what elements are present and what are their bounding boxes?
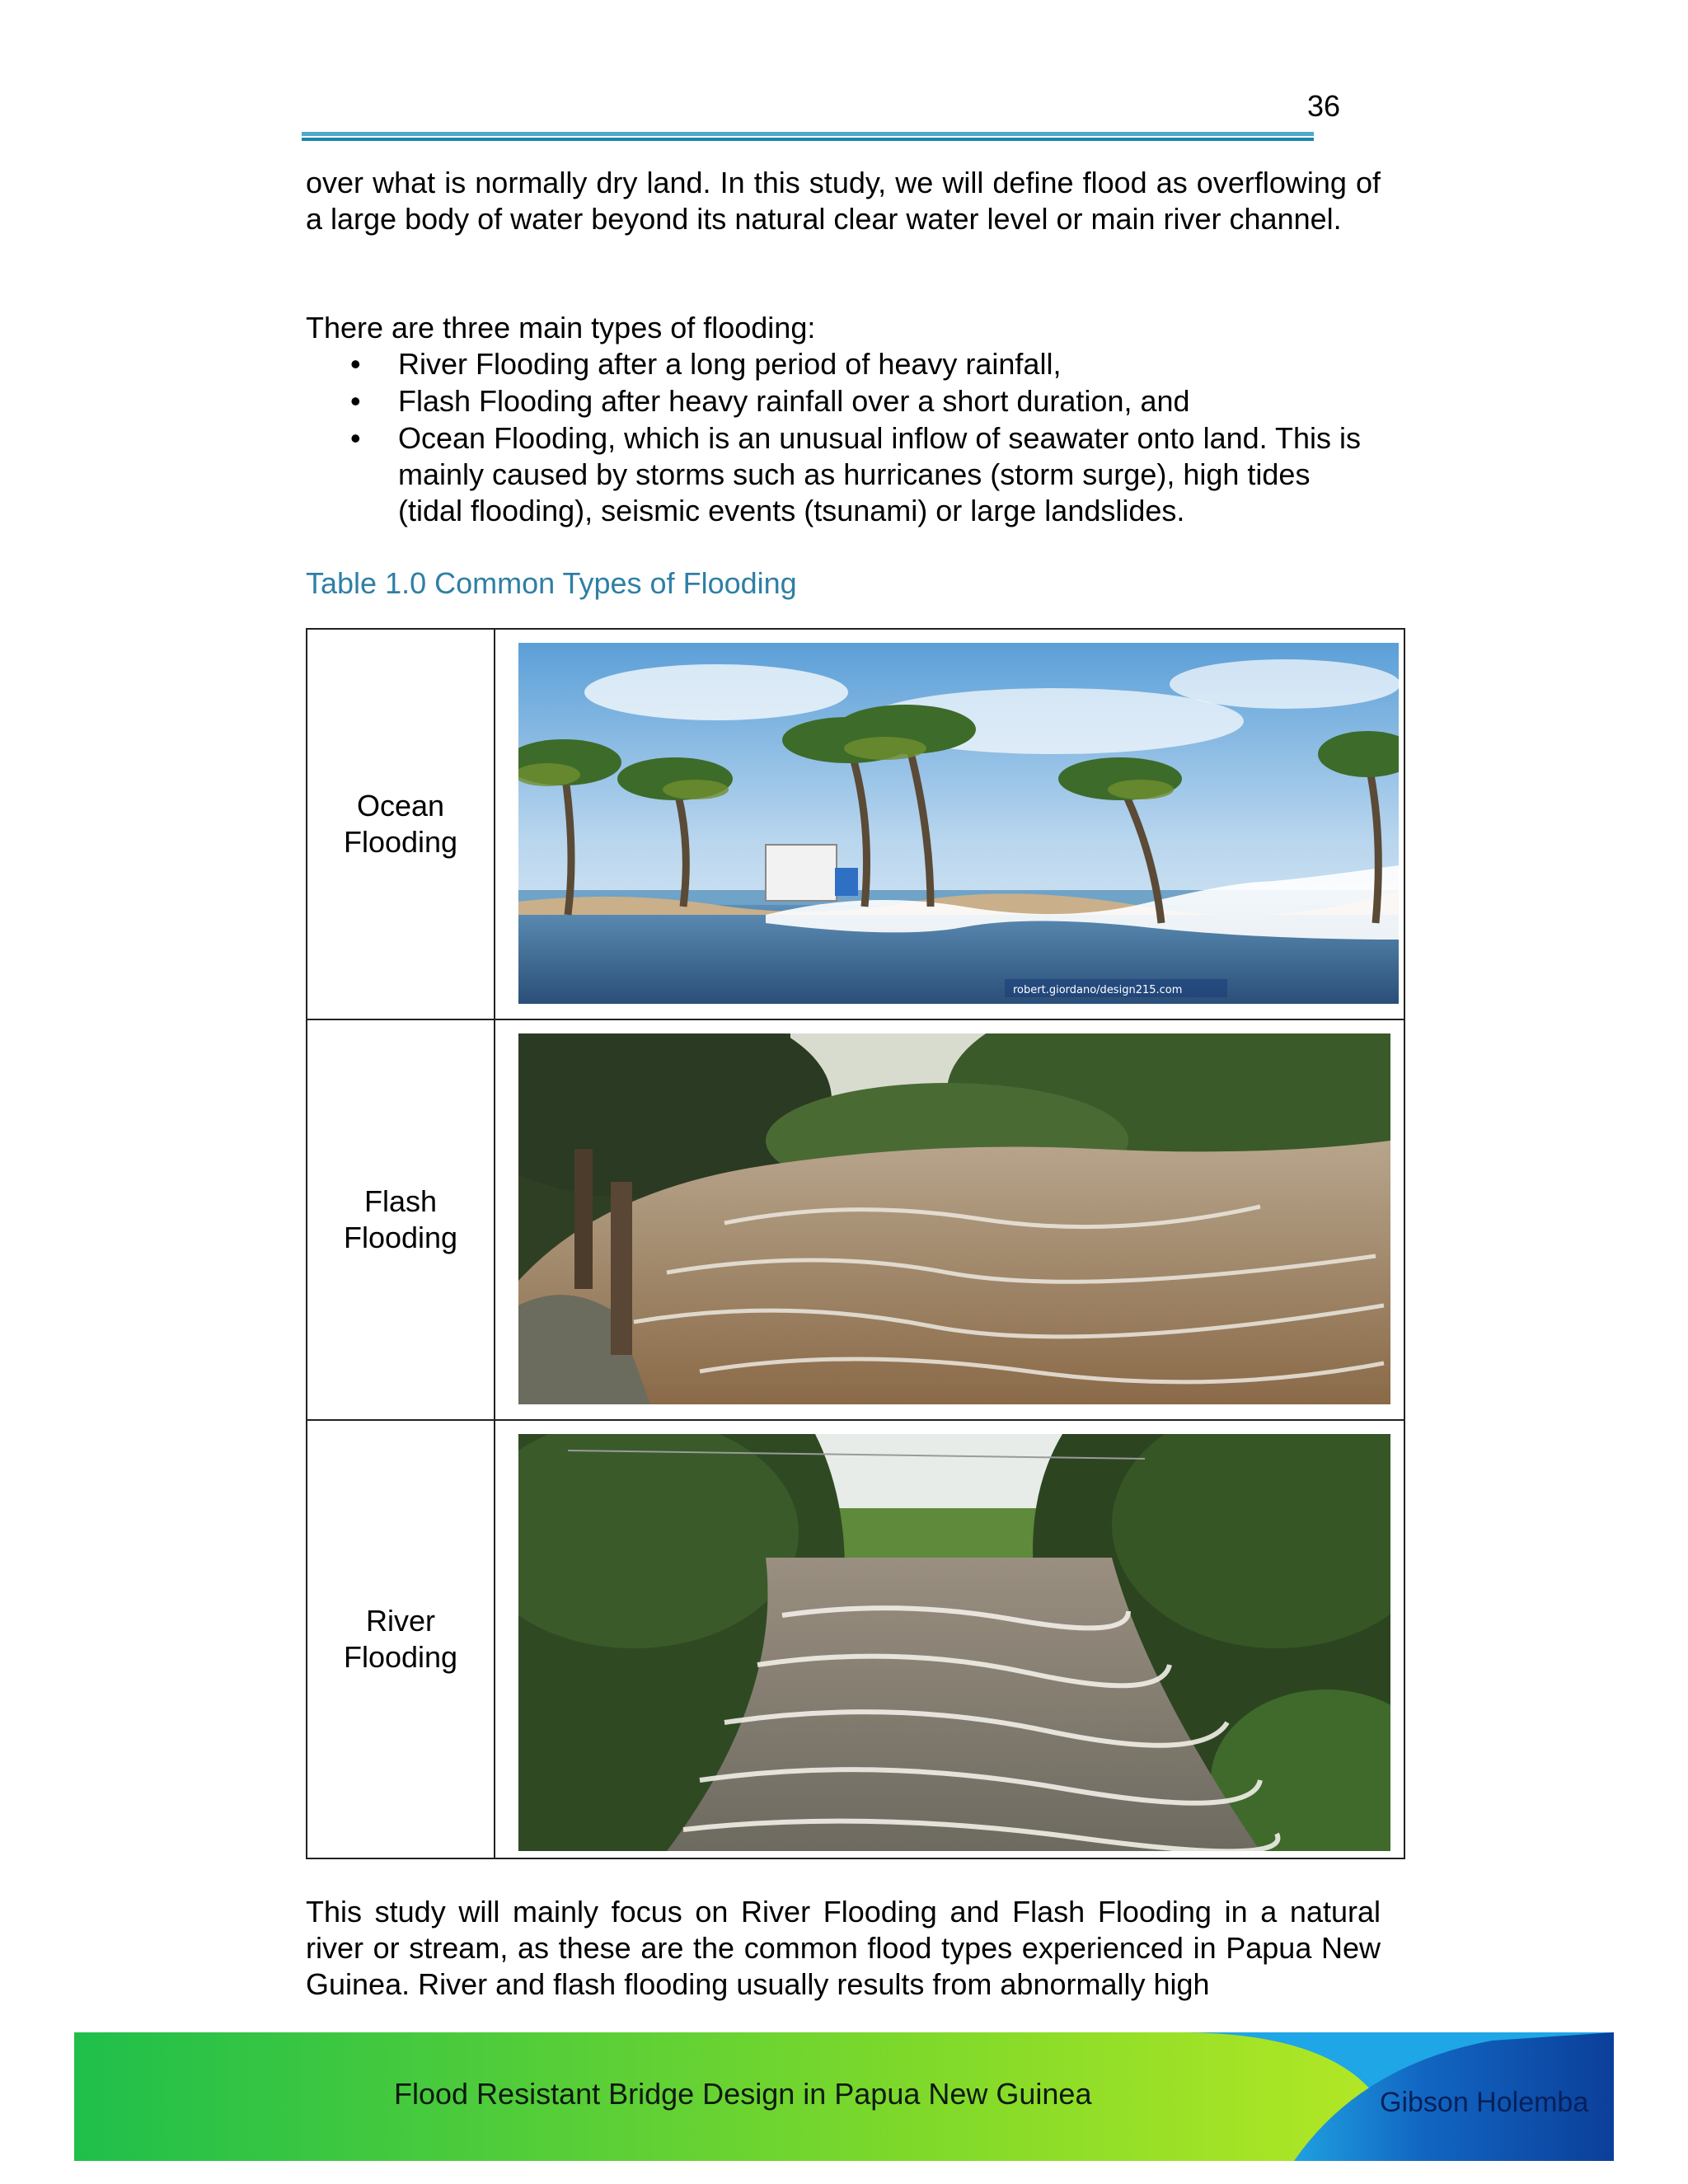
row-label-flash: Flash Flooding: [343, 1184, 458, 1254]
list-item: [306, 383, 1381, 419]
row-label-ocean: Ocean Flooding: [343, 789, 458, 859]
paragraph-study-focus: This study will mainly focus on River Flooding and Flash Flooding in a natural river or stream, as these are the common flood types experienced in Papua New Guinea. River and flash flooding usually results from abnormally high: [306, 1895, 1381, 2001]
bullet-icon: •: [350, 421, 361, 455]
footer-banner: [74, 2032, 1614, 2161]
header-rule: [302, 132, 1314, 142]
flood-types-table: [306, 628, 1405, 1859]
footer-author: Gibson Holemba: [1380, 2087, 1589, 2118]
bullet-icon: •: [350, 347, 361, 381]
table-caption: Table 1.0 Common Types of Flooding: [306, 566, 797, 600]
paragraph-flood-definition: over what is normally dry land. In this study, we will define flood as overflowing of a large body of water beyond its natural clear water level or main river channel.: [306, 166, 1381, 236]
flood-types-list: [306, 346, 1381, 530]
table-row: [307, 1020, 1404, 1421]
table-row: [307, 630, 1404, 1020]
table-row: [307, 1421, 1404, 1858]
river-flooding-photo: [518, 1434, 1390, 1851]
list-item-text: River Flooding after a long period of heavy rainfall,: [398, 347, 1062, 381]
list-item: [306, 346, 1381, 382]
list-item: [306, 420, 1381, 529]
photo-credit: robert.giordano/design215.com: [1013, 984, 1183, 996]
row-label-river: River Flooding: [343, 1604, 458, 1674]
flood-types-intro: There are three main types of flooding:: [306, 311, 816, 344]
page-number: 36: [1307, 89, 1341, 123]
list-item-text: Ocean Flooding, which is an unusual inflow of seawater onto land. This is mainly caused by storms such as hurricanes (storm surge), high tides (tidal flooding), seismic events (tsunami) or large landslides.: [398, 421, 1361, 527]
list-item-text: Flash Flooding after heavy rainfall over a short duration, and: [398, 384, 1190, 418]
footer-title: Flood Resistant Bridge Design in Papua New Guinea: [394, 2077, 1092, 2111]
flash-flooding-photo: [518, 1033, 1390, 1404]
bullet-icon: •: [350, 384, 361, 418]
ocean-flooding-photo: [518, 643, 1399, 1004]
